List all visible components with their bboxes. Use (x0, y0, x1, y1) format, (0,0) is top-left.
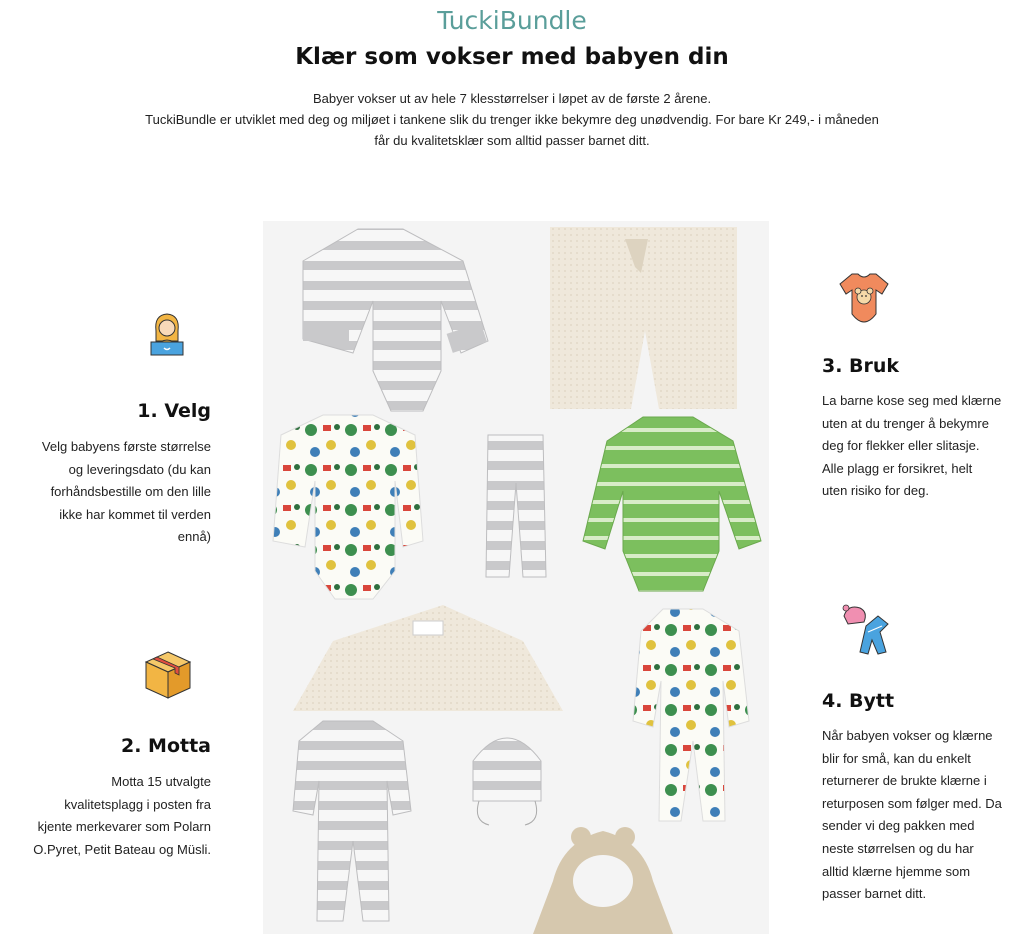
cream-wrap-top (293, 605, 563, 711)
package-box-icon (142, 648, 194, 700)
intro-line-2: TuckiBundle er utviklet med deg og miljøet i tankene slik du trenger ikke bekymre deg unødvendig. For bare Kr 249,- i måneden (145, 112, 879, 127)
text-line: returposen som følger med. Da (822, 795, 1002, 811)
text-line: Motta 15 utvalgte (111, 774, 211, 789)
step-3-text (822, 390, 1017, 503)
step-3-title: 3. Bruk (822, 355, 900, 377)
text-line: forhåndsbestille om den lille (50, 484, 211, 500)
brand-logo-text[interactable]: TuckiBundle (437, 6, 587, 35)
text-line: deg for flekker eller slitasje. (822, 438, 980, 454)
text-line: Når babyen vokser og klærne (822, 728, 993, 743)
baby-onesie-icon (838, 270, 890, 324)
step-2-title: 2. Motta (121, 735, 211, 757)
printed-jumpsuit (633, 609, 749, 821)
text-line: O.Pyret, Petit Bateau og Müsli. (33, 841, 211, 857)
text-line: sender vi deg pakken med (822, 818, 975, 834)
text-line: kjente merkevarer som Polarn (37, 819, 211, 835)
clothing-collage-image (263, 221, 769, 934)
step-2-text (14, 771, 211, 861)
intro-text (140, 88, 884, 151)
intro-line-1: Babyer vokser ut av hele 7 klesstørrelser i løpet av de første 2 årene. (312, 91, 712, 106)
text-line: passer barnet ditt. (822, 886, 927, 902)
green-bodysuit (583, 417, 761, 591)
baby-clothes-icon (838, 602, 892, 658)
text-line: uten risiko for deg. (822, 483, 929, 499)
text-line: alltid klærne hjemme som (822, 863, 971, 879)
woman-laptop-icon (146, 311, 188, 357)
text-line: ennå) (177, 529, 211, 545)
text-line: Alle plagg er forsikret, helt (822, 460, 973, 476)
text-line: uten at du trenger å bekymre (822, 415, 989, 431)
text-line: returnerer de brukte klærne i (822, 773, 987, 789)
text-line: blir for små, kan du enkelt (822, 750, 971, 766)
text-line: og leveringsdato (du kan (68, 461, 211, 477)
striped-bodysuit (303, 229, 488, 411)
intro-line-3: får du kvalitetsklær som alltid passer barnet ditt. (374, 133, 650, 148)
hooded-jacket (533, 827, 673, 934)
page-headline: Klær som vokser med babyen din (295, 44, 729, 70)
text-line: Velg babyens første størrelse (41, 439, 211, 454)
text-line: neste størrelsen og du har (822, 840, 974, 856)
step-1-text (14, 436, 211, 549)
text-line: kvalitetsplagg i posten fra (64, 796, 211, 812)
striped-bonnet (473, 738, 541, 825)
printed-bodysuit (273, 415, 423, 599)
step-1-title: 1. Velg (137, 400, 211, 422)
step-4-title: 4. Bytt (822, 690, 895, 712)
text-line: ikke har kommet til verden (59, 506, 211, 522)
step-4-text (822, 725, 1020, 906)
striped-leggings (486, 435, 546, 577)
text-line: La barne kose seg med klærne (822, 393, 1002, 408)
cream-pants (550, 227, 737, 409)
striped-jumpsuit (293, 721, 411, 921)
